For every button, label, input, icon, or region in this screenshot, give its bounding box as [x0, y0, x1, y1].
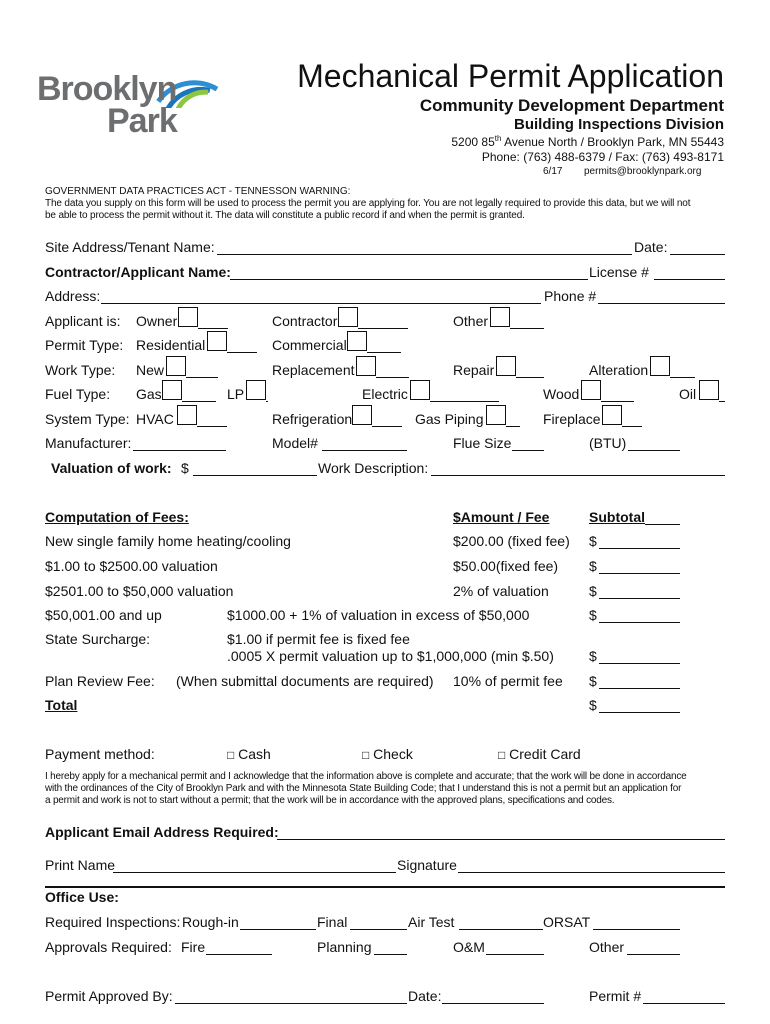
- plan-review-desc: (When submittal documents are required): [176, 673, 434, 689]
- fee-row-subtotal-input[interactable]: [599, 573, 680, 574]
- permit-type-label: Permit Type:: [45, 337, 124, 353]
- site-address-label: Site Address/Tenant Name:: [45, 239, 215, 255]
- refrigeration-label: Refrigeration: [272, 411, 353, 427]
- fee-row-dollar: $: [589, 607, 597, 623]
- commercial-checkbox[interactable]: [347, 331, 367, 351]
- repair-line: [516, 377, 544, 378]
- hvac-checkbox[interactable]: [177, 405, 197, 425]
- approved-date-input[interactable]: [442, 1003, 544, 1004]
- fee-row-subtotal-input[interactable]: [599, 598, 680, 599]
- fee-row-dollar: $: [589, 533, 597, 549]
- notice-line1: The data you supply on this form will be used to process the permit you are applying for. You are not legally required to provide this data, but we will not: [45, 198, 691, 209]
- date-label: Date:: [634, 239, 668, 255]
- divider: [45, 886, 725, 888]
- fee-row-subtotal-input[interactable]: [599, 548, 680, 549]
- work-description-label: Work Description:: [318, 460, 429, 476]
- alteration-checkbox[interactable]: [650, 356, 670, 376]
- wood-label: Wood: [543, 386, 580, 402]
- electric-line: [430, 401, 499, 402]
- form-title: Mechanical Permit Application: [297, 58, 724, 94]
- plan-review-label: Plan Review Fee:: [45, 673, 155, 689]
- fee-row-amount: 2% of valuation: [453, 583, 549, 599]
- wood-line: [601, 401, 634, 402]
- work-type-label: Work Type:: [45, 362, 116, 378]
- approved-by-label: Permit Approved By:: [45, 988, 173, 1004]
- hvac-line: [197, 426, 227, 427]
- subtotal-heading-line: [645, 524, 680, 525]
- oil-checkbox[interactable]: [699, 380, 719, 400]
- repair-label: Repair: [453, 362, 495, 378]
- planning-label: Planning: [317, 939, 372, 955]
- contractor-label: Contractor: [272, 313, 338, 329]
- final-input[interactable]: [350, 929, 407, 930]
- contractor-name-input[interactable]: [230, 279, 588, 280]
- btu-input[interactable]: [628, 450, 680, 451]
- owner-label: Owner: [136, 313, 178, 329]
- payment-cash[interactable]: [227, 746, 271, 762]
- fee-row-label: $50,001.00 and up: [45, 607, 162, 623]
- valuation-label: Valuation of work:: [51, 460, 172, 476]
- required-inspections-label: Required Inspections:: [45, 914, 181, 930]
- other-approval-label: Other: [589, 939, 625, 955]
- lp-line: [266, 401, 268, 402]
- rough-in-input[interactable]: [240, 929, 316, 930]
- gas-piping-line: [506, 426, 520, 427]
- plan-review-subtotal-input[interactable]: [599, 688, 680, 689]
- electric-checkbox[interactable]: [410, 380, 430, 400]
- fireplace-line: [622, 426, 642, 427]
- owner-line: [198, 328, 228, 329]
- air-test-input[interactable]: [459, 929, 543, 930]
- contractor-line: [358, 328, 408, 329]
- declaration-line1: I hereby apply for a mechanical permit and I acknowledge that the information above is complete and accurate; that the work will be done in accordance: [45, 771, 687, 782]
- other-approval-input[interactable]: [627, 954, 680, 955]
- signature-input[interactable]: [458, 872, 725, 873]
- amount-heading: $Amount / Fee: [453, 509, 550, 525]
- manufacturer-label: Manufacturer:: [45, 435, 132, 451]
- fee-row-amount: $50.00(fixed fee): [453, 558, 559, 574]
- valuation-dollar: $: [181, 460, 189, 476]
- new-line: [186, 377, 218, 378]
- air-test-label: Air Test: [408, 914, 455, 930]
- valuation-input[interactable]: [193, 475, 317, 476]
- address-part2: Avenue North / Brooklyn Park, MN 55443: [501, 135, 724, 149]
- replacement-checkbox[interactable]: [356, 356, 376, 376]
- lp-label: LP: [227, 386, 245, 402]
- approved-date-label: Date:: [408, 988, 442, 1004]
- approved-by-input[interactable]: [175, 1003, 407, 1004]
- oil-label: Oil: [679, 386, 697, 402]
- other-checkbox[interactable]: [490, 307, 510, 327]
- department-name: Community Development Department: [419, 96, 724, 115]
- site-address-input[interactable]: [217, 254, 632, 255]
- notice-line2: be able to process the permit without it. The data will constitute a public record if and when the permit is granted.: [45, 210, 525, 221]
- rough-in-label: Rough-in: [182, 914, 239, 930]
- fee-row-dollar: $: [589, 558, 597, 574]
- plan-review-dollar: $: [589, 673, 597, 689]
- total-dollar: $: [589, 697, 597, 713]
- om-label: O&M: [453, 939, 485, 955]
- notice-title: GOVERNMENT DATA PRACTICES ACT - TENNESSON WARNING:: [45, 186, 351, 197]
- address-input[interactable]: [101, 303, 541, 304]
- fireplace-label: Fireplace: [543, 411, 601, 427]
- owner-checkbox[interactable]: [178, 307, 198, 327]
- contractor-checkbox[interactable]: [338, 307, 358, 327]
- fee-row-label: New single family home heating/cooling: [45, 533, 291, 549]
- subtotal-heading: Subtotal: [589, 509, 645, 525]
- orsat-label: ORSAT: [543, 914, 591, 930]
- surcharge-subtotal-input[interactable]: [599, 663, 680, 664]
- license-input[interactable]: [654, 279, 725, 280]
- other-line: [510, 328, 544, 329]
- system-type-label: System Type:: [45, 411, 130, 427]
- manufacturer-input[interactable]: [133, 450, 226, 451]
- print-name-input[interactable]: [113, 872, 396, 873]
- repair-checkbox[interactable]: [496, 356, 516, 376]
- license-label: License #: [589, 264, 649, 280]
- final-label: Final: [317, 914, 348, 930]
- wood-checkbox[interactable]: [581, 380, 601, 400]
- office-email: permits@brooklynpark.org: [584, 166, 702, 177]
- cash-label: Cash: [238, 746, 271, 762]
- om-input[interactable]: [486, 954, 544, 955]
- surcharge-dollar: $: [589, 648, 597, 664]
- residential-line: [227, 352, 257, 353]
- contractor-name-label: Contractor/Applicant Name:: [45, 264, 231, 280]
- total-input[interactable]: [599, 712, 680, 713]
- fee-row-desc: $1000.00 + 1% of valuation in excess of $50,000: [227, 607, 530, 623]
- alteration-line: [670, 377, 695, 378]
- fuel-type-label: Fuel Type:: [45, 386, 111, 402]
- gas-checkbox[interactable]: [162, 380, 182, 400]
- check-checkbox-icon[interactable]: □: [362, 748, 370, 762]
- gas-piping-checkbox[interactable]: [486, 405, 506, 425]
- fees-heading: Computation of Fees:: [45, 509, 189, 525]
- gas-line: [182, 401, 216, 402]
- fee-row-subtotal-input[interactable]: [599, 622, 680, 623]
- email-label: Applicant Email Address Required:: [45, 824, 279, 840]
- phone-input[interactable]: [598, 303, 725, 304]
- plan-review-amount: 10% of permit fee: [453, 673, 563, 689]
- form-revision: 6/17: [543, 166, 563, 177]
- gas-piping-label: Gas Piping: [415, 411, 484, 427]
- btu-label: (BTU): [589, 435, 627, 451]
- logo: [37, 58, 227, 140]
- permit-number-label: Permit #: [589, 988, 642, 1004]
- planning-input[interactable]: [374, 954, 407, 955]
- approvals-required-label: Approvals Required:: [45, 939, 172, 955]
- fee-row-amount: $200.00 (fixed fee): [453, 533, 570, 549]
- division-name: Building Inspections Division: [513, 116, 724, 133]
- new-label: New: [136, 362, 165, 378]
- model-label: Model#: [272, 435, 318, 451]
- refrigeration-line: [372, 426, 402, 427]
- total-label: Total: [45, 697, 78, 713]
- payment-credit[interactable]: [498, 746, 581, 762]
- office-use-heading: Office Use:: [45, 889, 119, 905]
- logo-text-brooklyn: Brooklyn: [37, 70, 177, 108]
- commercial-label: Commercial: [272, 337, 347, 353]
- email-input[interactable]: [277, 839, 725, 840]
- print-name-label: Print Name: [45, 857, 116, 873]
- fire-input[interactable]: [206, 954, 272, 955]
- logo-text-park: Park: [107, 102, 177, 140]
- address-label: Address:: [45, 288, 101, 304]
- new-checkbox[interactable]: [166, 356, 186, 376]
- flue-size-label: Flue Size: [453, 435, 512, 451]
- oil-line: [719, 401, 725, 402]
- other-label: Other: [453, 313, 489, 329]
- surcharge-label: State Surcharge:: [45, 631, 151, 647]
- signature-label: Signature: [397, 857, 457, 873]
- refrigeration-checkbox[interactable]: [352, 405, 372, 425]
- phone-label: Phone #: [544, 288, 597, 304]
- fire-label: Fire: [181, 939, 206, 955]
- office-address: [451, 134, 724, 149]
- alteration-label: Alteration: [589, 362, 649, 378]
- surcharge-desc1: $1.00 if permit fee is fixed fee: [227, 631, 410, 647]
- electric-label: Electric: [362, 386, 408, 402]
- declaration-line2: with the ordinances of the City of Brooklyn Park and with the Minnesota State Building Code; that I understand this is not a permit but an application for: [45, 783, 682, 794]
- fireplace-checkbox[interactable]: [602, 405, 622, 425]
- model-input[interactable]: [322, 450, 407, 451]
- fee-row-label: $1.00 to $2500.00 valuation: [45, 558, 218, 574]
- credit-card-checkbox-icon[interactable]: □: [498, 748, 506, 762]
- applicant-is-label: Applicant is:: [45, 313, 121, 329]
- address-part1: 5200 85: [451, 135, 495, 149]
- replacement-label: Replacement: [272, 362, 355, 378]
- declaration-line3: a permit and work is not to start without a permit; that the work will be in accordance with the approved plans, specifications and codes.: [45, 795, 615, 806]
- commercial-line: [367, 352, 401, 353]
- office-phone: Phone: (763) 488-6379 / Fax: (763) 493-8171: [481, 150, 724, 164]
- gas-label: Gas: [136, 386, 162, 402]
- payment-method-label: Payment method:: [45, 746, 155, 762]
- orsat-input[interactable]: [593, 929, 680, 930]
- work-description-input[interactable]: [431, 475, 725, 476]
- permit-number-input[interactable]: [643, 1003, 725, 1004]
- replacement-line: [376, 377, 409, 378]
- residential-label: Residential: [136, 337, 206, 353]
- fee-row-label: $2501.00 to $50,000 valuation: [45, 583, 234, 599]
- address-sup: th: [494, 134, 502, 143]
- flue-size-input[interactable]: [512, 450, 544, 451]
- payment-check[interactable]: [362, 746, 413, 762]
- residential-checkbox[interactable]: [207, 331, 227, 351]
- surcharge-desc2: .0005 X permit valuation up to $1,000,000 (min $.50): [227, 648, 554, 664]
- hvac-label: HVAC: [136, 411, 174, 427]
- lp-checkbox[interactable]: [246, 380, 266, 400]
- check-label: Check: [373, 746, 413, 762]
- date-input[interactable]: [670, 254, 725, 255]
- fee-row-dollar: $: [589, 583, 597, 599]
- cash-checkbox-icon[interactable]: □: [227, 748, 235, 762]
- credit-card-label: Credit Card: [509, 746, 581, 762]
